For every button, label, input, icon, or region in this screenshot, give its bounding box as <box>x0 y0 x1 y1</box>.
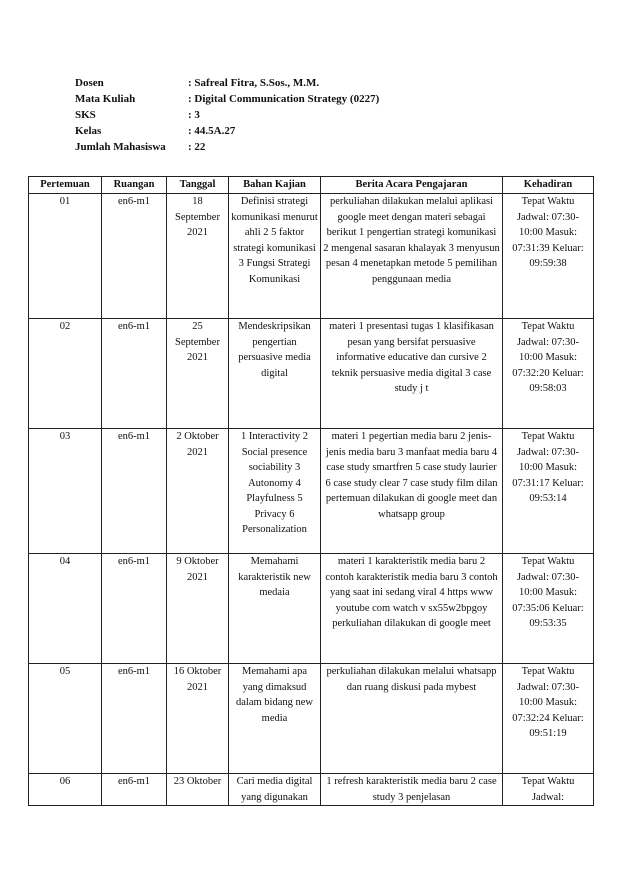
info-value: : 44.5A.27 <box>188 123 235 139</box>
cell-ruangan: en6-m1 <box>102 774 167 806</box>
table-row <box>29 429 594 554</box>
info-label: Jumlah Mahasiswa <box>75 141 166 153</box>
table-row <box>29 774 594 806</box>
header-ruangan: Ruangan <box>102 177 167 194</box>
cell-berita-acara: materi 1 karakteristik media baru 2 contoh karakteristik media baru 3 contoh yang saat ini sedang viral 4 https www youtube com watch v sx55w2bpgoy perkuliahan dilakukan di google meet <box>321 554 503 664</box>
table-header-row <box>29 177 594 194</box>
cell-kehadiran: Tepat Waktu Jadwal: <box>503 774 594 806</box>
cell-ruangan: en6-m1 <box>102 319 167 429</box>
info-row-dosen <box>75 75 379 91</box>
table-row <box>29 664 594 774</box>
cell-ruangan: en6-m1 <box>102 194 167 319</box>
cell-bahan-kajian: 1 Interactivity 2 Social presence sociability 3 Autonomy 4 Playfulness 5 Privacy 6 Personalization <box>229 429 321 554</box>
cell-bahan-kajian: Mendeskripsikan pengertian persuasive media digital <box>229 319 321 429</box>
header-tanggal: Tanggal <box>167 177 229 194</box>
teaching-log-table <box>28 176 594 806</box>
cell-ruangan: en6-m1 <box>102 664 167 774</box>
info-row-kelas <box>75 123 379 139</box>
cell-kehadiran: Tepat Waktu Jadwal: 07:30-10:00 Masuk: 07:31:17 Keluar: 09:53:14 <box>503 429 594 554</box>
table-row <box>29 319 594 429</box>
header-bahan-kajian: Bahan Kajian <box>229 177 321 194</box>
cell-kehadiran: Tepat Waktu Jadwal: 07:30-10:00 Masuk: 07:32:20 Keluar: 09:58:03 <box>503 319 594 429</box>
cell-berita-acara: materi 1 presentasi tugas 1 klasifikasan pesan yang bersifat persuasive informative educative dan cursive 2 teknik persuasive media digital 3 case study j t <box>321 319 503 429</box>
cell-tanggal: 18 September 2021 <box>167 194 229 319</box>
cell-bahan-kajian: Cari media digital yang digunakan <box>229 774 321 806</box>
cell-tanggal: 25 September 2021 <box>167 319 229 429</box>
cell-tanggal: 16 Oktober 2021 <box>167 664 229 774</box>
cell-ruangan: en6-m1 <box>102 554 167 664</box>
cell-tanggal: 9 Oktober 2021 <box>167 554 229 664</box>
header-berita-acara: Berita Acara Pengajaran <box>321 177 503 194</box>
info-row-jumlah-mahasiswa <box>75 139 379 155</box>
header-pertemuan: Pertemuan <box>29 177 102 194</box>
cell-ruangan: en6-m1 <box>102 429 167 554</box>
course-info <box>75 75 379 155</box>
cell-berita-acara: perkuliahan dilakukan melalui whatsapp dan ruang diskusi pada mybest <box>321 664 503 774</box>
cell-tanggal: 23 Oktober <box>167 774 229 806</box>
cell-bahan-kajian: Memahami karakteristik new medaia <box>229 554 321 664</box>
cell-berita-acara: perkuliahan dilakukan melalui aplikasi google meet dengan materi sebagai berikut 1 pengertian strategi komunikasi 2 mengenal sasaran khalayak 3 menyusun pesan 4 menetapkan metode 5 pemilihan penggunaan media <box>321 194 503 319</box>
info-value: : 3 <box>188 107 200 123</box>
info-label: Mata Kuliah <box>75 93 136 105</box>
cell-kehadiran: Tepat Waktu Jadwal: 07:30-10:00 Masuk: 07:32:24 Keluar: 09:51:19 <box>503 664 594 774</box>
table-row <box>29 194 594 319</box>
info-label: Kelas <box>75 125 102 137</box>
cell-kehadiran: Tepat Waktu Jadwal: 07:30-10:00 Masuk: 07:35:06 Keluar: 09:53:35 <box>503 554 594 664</box>
info-value: : Safreal Fitra, S.Sos., M.M. <box>188 75 319 91</box>
info-label: SKS <box>75 109 96 121</box>
table-row <box>29 554 594 664</box>
info-row-sks <box>75 107 379 123</box>
cell-pertemuan: 06 <box>29 774 102 806</box>
cell-pertemuan: 04 <box>29 554 102 664</box>
header-kehadiran: Kehadiran <box>503 177 594 194</box>
info-label: Dosen <box>75 77 104 89</box>
info-row-mata-kuliah <box>75 91 379 107</box>
cell-pertemuan: 02 <box>29 319 102 429</box>
cell-tanggal: 2 Oktober 2021 <box>167 429 229 554</box>
cell-berita-acara: materi 1 pegertian media baru 2 jenis-jenis media baru 3 manfaat media baru 4 case study smartfren 5 case study laurier 6 case study clear 7 case study film dilan pertemuan dilakukan di google meet dan whatsapp group <box>321 429 503 554</box>
info-value: : 22 <box>188 139 205 155</box>
cell-pertemuan: 03 <box>29 429 102 554</box>
cell-berita-acara: 1 refresh karakteristik media baru 2 case study 3 penjelasan <box>321 774 503 806</box>
cell-pertemuan: 01 <box>29 194 102 319</box>
info-value: : Digital Communication Strategy (0227) <box>188 91 379 107</box>
cell-bahan-kajian: Memahami apa yang dimaksud dalam bidang new media <box>229 664 321 774</box>
cell-kehadiran: Tepat Waktu Jadwal: 07:30-10:00 Masuk: 07:31:39 Keluar: 09:59:38 <box>503 194 594 319</box>
cell-bahan-kajian: Definisi strategi komunikasi menurut ahli 2 5 faktor strategi komunikasi 3 Fungsi Strategi Komunikasi <box>229 194 321 319</box>
cell-pertemuan: 05 <box>29 664 102 774</box>
